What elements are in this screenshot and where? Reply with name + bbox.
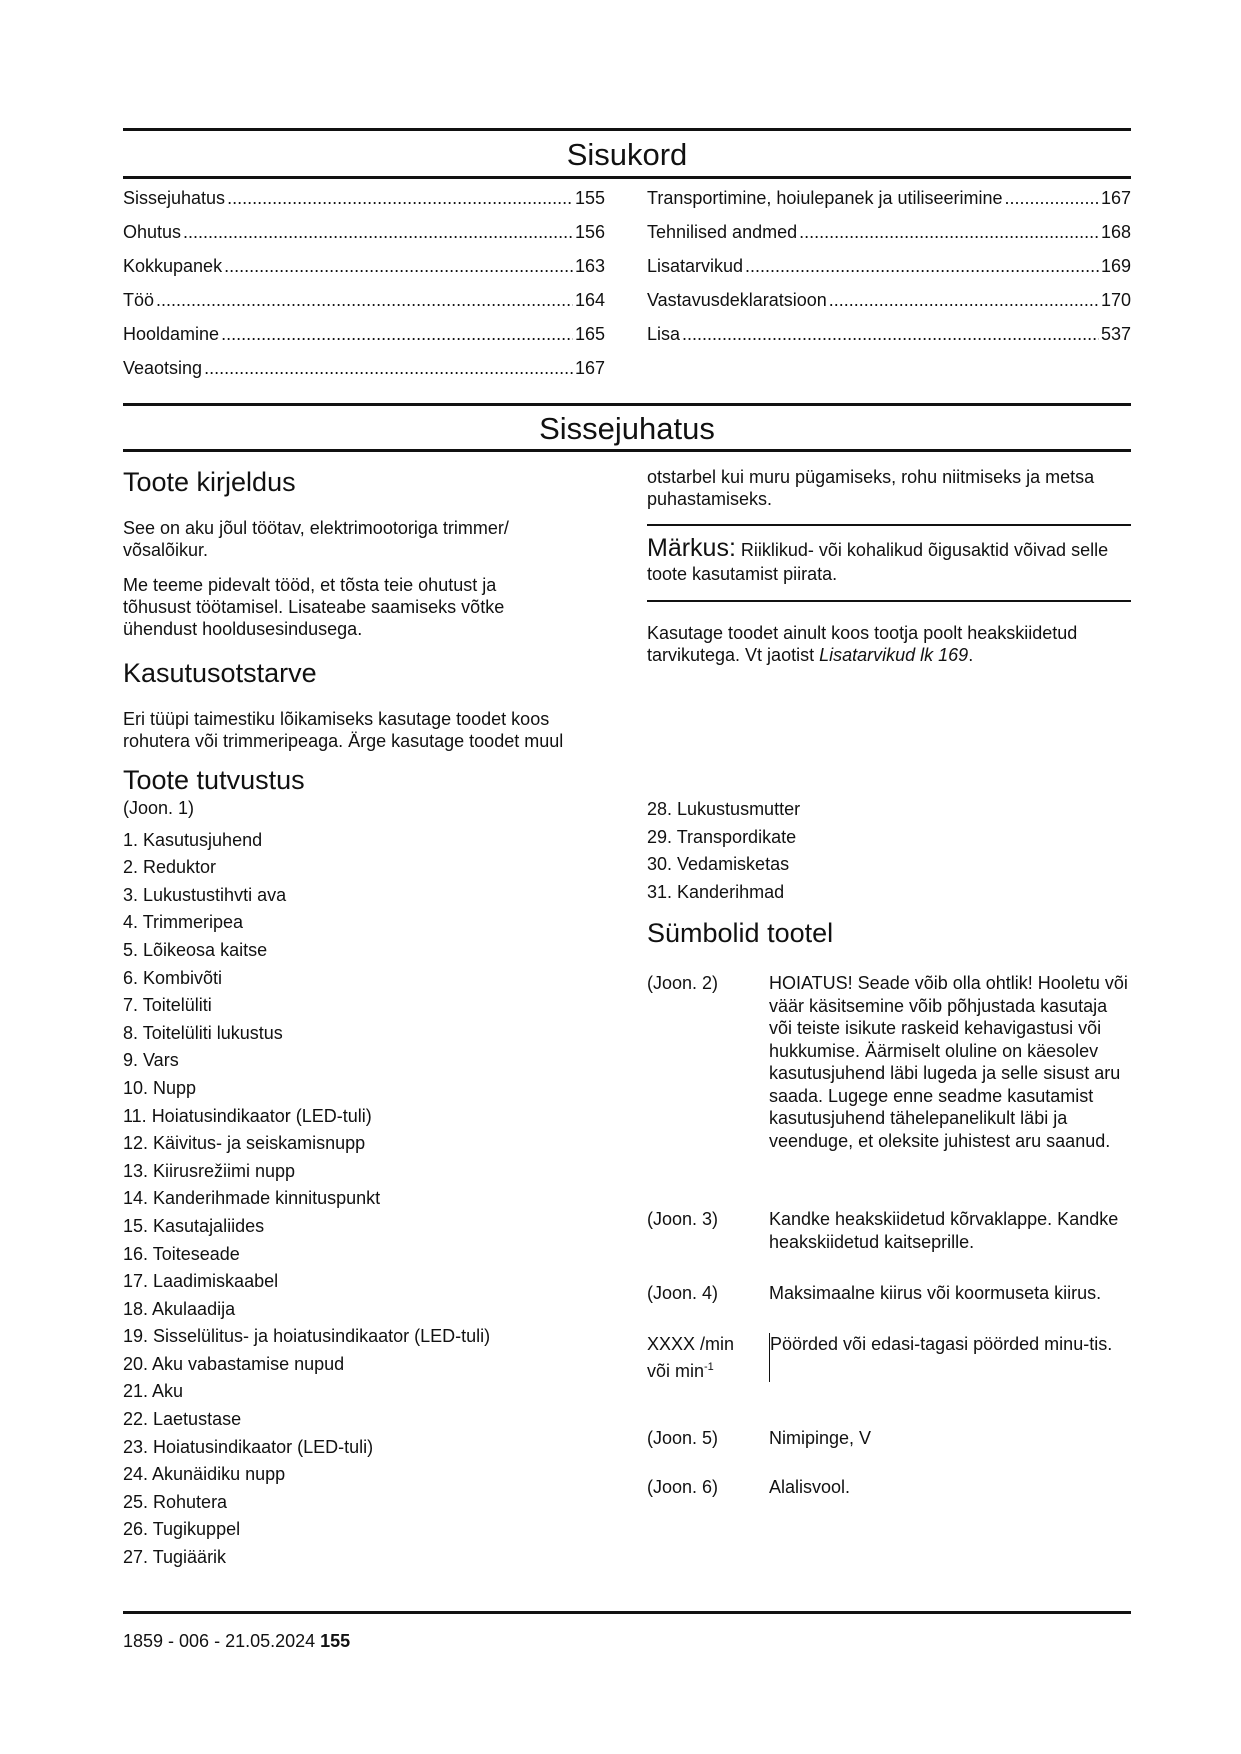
symbol-key: XXXX /min või $\min^{-1}$ (647, 1334, 735, 1381)
overview-item: 23. Hoiatusindikaator (LED-tuli) (123, 1436, 374, 1457)
toc-entry[interactable]: Tehnilised andmed ..... 168 (647, 222, 1131, 256)
overview-item: 20. Aku vabastamise nupud (123, 1353, 345, 1374)
symbol-key: (Joon. 3) (647, 1209, 719, 1229)
product-description-heading: Toote kirjeldus (123, 467, 296, 497)
toc-entry[interactable]: Hooldamine ..... 165 (123, 324, 605, 358)
toc-entry[interactable]: Töö ..... 164 (123, 290, 605, 324)
footer-rule (123, 1611, 1131, 1614)
symbol-text: Maksimaalne kiirus või koormuseta kiirus. (769, 1283, 1102, 1303)
overview-item: 28. Lukustusmutter (647, 799, 801, 819)
symbol-text: HOIATUS! Seade võib olla ohtlik! Hooletu või väär käsitsemine võib põhjustada kasutaja või teiste isikute raskeid kehavigastusi või hukkumise. Äärmiselt oluline on käesolev kasutusjuhend läbi lugeda ja selle sisust aru saada. Lugege enne seadme kasutamist kasutusjuhend tähelepanelikult läbi ja veenduge, et oleksite juhistest aru saanud. (769, 973, 1128, 1151)
overview-item: 9. Vars (123, 1050, 179, 1071)
symbol-key: (Joon. 2) (647, 973, 719, 993)
symbol-key: (Joon. 5) (647, 1428, 719, 1448)
intended-use-heading: Kasutusotstarve (123, 658, 317, 688)
symbol-row (647, 1476, 1131, 1499)
intended-use-p1: Eri tüüpi taimestiku lõikamiseks kasutage toodet koos rohutera või trimmeripeaga. Ärge kasutage toodet muul (123, 709, 564, 751)
accessories-link[interactable]: Lisatarvikud lk 169 (819, 645, 969, 665)
overview-column (123, 763, 603, 1572)
overview-item: 12. Käivitus- ja seiskamisnupp (123, 1133, 366, 1154)
note-text: Riiklikud- või kohalikud õigusaktid võivad selle toote kasutamist piirata. (647, 540, 1109, 584)
accessories-text: Kasutage toodet ainult koos tootja poolt heakskiidetud tarvikutega. Vt jaotist Lisatarvikud lk 169. (647, 623, 1078, 665)
overview-item: 4. Trimmeripea (123, 912, 244, 933)
toc-entry[interactable]: Lisatarvikud ..... 169 (647, 256, 1131, 290)
toc-bottom-rule (123, 176, 1131, 179)
overview-item: 1. Kasutusjuhend (123, 829, 263, 850)
symbol-row (647, 1427, 1131, 1450)
toc-entry[interactable]: Lisa ..... 537 (647, 324, 1131, 358)
note-bottom-rule (647, 600, 1131, 602)
overview-item: 14. Kanderihmade kinnituspunkt (123, 1188, 381, 1209)
intro-right-column (647, 466, 1131, 666)
overview-list-continued (647, 796, 1131, 906)
overview-item: 8. Toitelüliti lukustus (123, 1022, 283, 1043)
toc-entry[interactable]: Ohutus ..... 156 (123, 222, 605, 256)
intended-use-continued: otstarbel kui muru pügamiseks, rohu niitmiseks ja metsa puhastamiseks. (647, 467, 1095, 509)
toc-left-column (123, 188, 605, 392)
overview-item: 16. Toiteseade (123, 1243, 240, 1264)
note (647, 536, 1131, 586)
intro-top-rule (123, 403, 1131, 406)
overview-item: 22. Laetustase (123, 1409, 242, 1430)
toc-entry[interactable]: Sissejuhatus ..... 155 (123, 188, 605, 222)
overview-item: 27. Tugiäärik (123, 1547, 227, 1568)
overview-item: 24. Akunäidiku nupp (123, 1464, 286, 1485)
symbol-row (647, 972, 1131, 1152)
page-number: 155 (320, 1631, 351, 1651)
toc-entry[interactable]: Veaotsing ..... 167 (123, 358, 605, 392)
toc-right-column (647, 188, 1131, 358)
figure-ref: (Joon. 1) (123, 798, 195, 818)
toc-top-rule (123, 128, 1131, 131)
overview-right-column (647, 796, 1131, 950)
symbol-key: (Joon. 4) (647, 1283, 719, 1303)
toc-title: Sisukord (566, 137, 688, 172)
symbol-text: Pöörded või edasi-tagasi pöörded minu-tis. (769, 1333, 1131, 1382)
overview-item: 19. Sisselülitus- ja hoiatusindikaator (LED-tuli) (123, 1326, 491, 1347)
intro-left-column (123, 465, 603, 752)
overview-item: 21. Aku (123, 1381, 184, 1402)
overview-item: 26. Tugikuppel (123, 1519, 241, 1540)
overview-item: 7. Toitelüliti (123, 995, 212, 1016)
symbol-text: Alalisvool. (769, 1477, 851, 1497)
overview-list (123, 827, 603, 1572)
symbol-row (647, 1333, 1131, 1382)
intro-bottom-rule (123, 449, 1131, 452)
overview-item: 6. Kombivõti (123, 967, 223, 988)
symbols-heading: Sümbolid tootel (647, 918, 834, 949)
note-title: Märkus: (647, 534, 736, 562)
overview-item: 10. Nupp (123, 1077, 197, 1098)
toc-entry[interactable]: Kokkupanek ..... 163 (123, 256, 605, 290)
product-description-p2: Me teeme pidevalt tööd, et tõsta teie ohutust ja tõhusust töötamisel. Lisateabe saamiseks võtke ühendust hooldusesindusega. (123, 575, 505, 639)
symbol-row (647, 1208, 1131, 1253)
overview-item: 3. Lukustustihvti ava (123, 884, 287, 905)
overview-item: 30. Vedamisketas (647, 854, 790, 875)
note-top-rule (647, 524, 1131, 526)
overview-item: 31. Kanderihmad (647, 881, 785, 902)
overview-item: 5. Lõikeosa kaitse (123, 939, 268, 960)
overview-item: 18. Akulaadija (123, 1298, 236, 1319)
overview-item: 29. Transpordikate (647, 826, 797, 847)
overview-item: 13. Kiirusrežiimi nupp (123, 1160, 296, 1181)
symbol-key: (Joon. 6) (647, 1477, 719, 1497)
overview-item: 15. Kasutajaliides (123, 1215, 265, 1236)
overview-heading: Toote tutvustus (123, 765, 305, 795)
symbol-text: Nimipinge, V (769, 1428, 872, 1448)
footer (123, 1631, 350, 1652)
overview-item: 2. Reduktor (123, 857, 217, 878)
intro-title: Sissejuhatus (539, 411, 715, 446)
toc-entry[interactable]: Transportimine, hoiulepanek ja utiliseerimine ..... 167 (647, 188, 1131, 222)
overview-item: 25. Rohutera (123, 1491, 228, 1512)
toc-entry[interactable]: Vastavusdeklaratsioon ..... 170 (647, 290, 1131, 324)
footer-doc-id: 1859 - 006 - 21.05.2024 (123, 1631, 321, 1651)
product-description-p1: See on aku jõul töötav, elektrimootoriga trimmer/ võsalõikur. (123, 518, 509, 560)
overview-item: 17. Laadimiskaabel (123, 1271, 279, 1292)
overview-item: 11. Hoiatusindikaator (LED-tuli) (123, 1105, 372, 1126)
symbol-row (647, 1282, 1131, 1305)
symbol-text: Kandke heakskiidetud kõrvaklappe. Kandke heakskiidetud kaitseprille. (769, 1209, 1119, 1252)
